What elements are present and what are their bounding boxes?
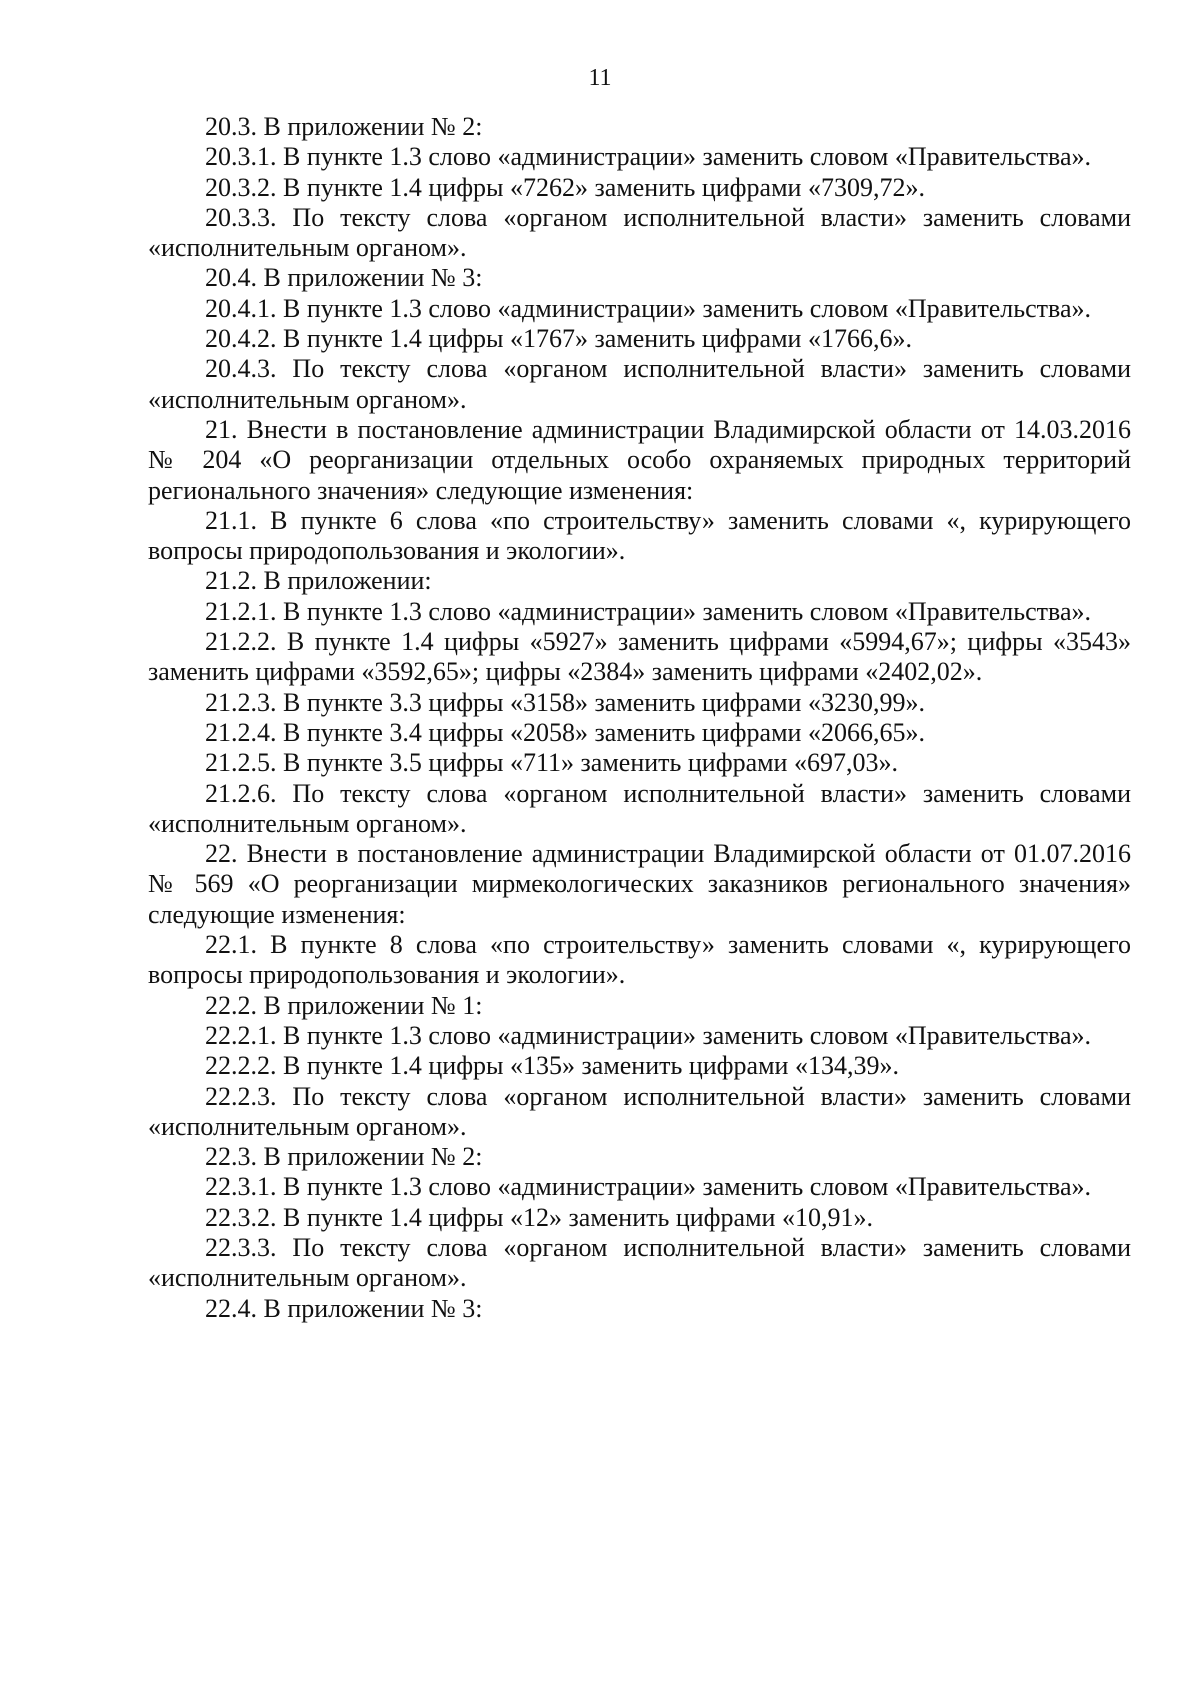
paragraph bbox=[148, 1172, 1131, 1202]
paragraph-lead-text: 21.1. В пункте 6 слова «по строительству» заменить словами bbox=[205, 505, 934, 535]
paragraph bbox=[148, 991, 1131, 1021]
paragraph bbox=[148, 203, 1131, 264]
paragraph bbox=[148, 506, 1131, 567]
paragraph-lead-text: 20.4.3. По тексту слова «органом исполнительной власти» заменить словами bbox=[205, 354, 1131, 384]
paragraph bbox=[148, 1294, 1131, 1324]
paragraph-lead-text: 21.2.1. В пункте 1.3 слово «администрации» заменить словом bbox=[205, 596, 889, 626]
document-body bbox=[148, 112, 1131, 1324]
paragraph bbox=[148, 688, 1131, 718]
paragraph-continuation-text: «Правительства». bbox=[894, 1172, 1091, 1202]
paragraph bbox=[148, 627, 1131, 688]
paragraph-lead-text: 21.2.6. По тексту слова «органом исполнительной власти» заменить словами bbox=[205, 778, 1131, 808]
paragraph-middle-text: 01.07.2016 № 569 «О реорганизации мирмекологических заказников bbox=[148, 839, 1131, 899]
paragraph-continuation-text: «исполнительным органом». bbox=[148, 384, 467, 414]
paragraph-lead-text: 21. Внести в постановление администрации Владимирской области от bbox=[205, 414, 1005, 444]
paragraph bbox=[148, 930, 1131, 991]
paragraph-continuation-text: «исполнительным органом». bbox=[148, 1263, 467, 1293]
paragraph-lead-text: 20.3. В приложении № 2: bbox=[205, 112, 483, 141]
paragraph bbox=[148, 597, 1131, 627]
paragraph bbox=[148, 1233, 1131, 1294]
paragraph bbox=[148, 748, 1131, 778]
paragraph bbox=[148, 112, 1131, 142]
paragraph-lead-text: 22.2.3. По тексту слова «органом исполнительной власти» заменить словами bbox=[205, 1081, 1131, 1111]
paragraph-continuation-text: регионального значения» следующие изменения: bbox=[148, 869, 1132, 929]
paragraph bbox=[148, 1021, 1131, 1051]
paragraph bbox=[148, 1203, 1131, 1233]
paragraph bbox=[148, 294, 1131, 324]
paragraph bbox=[148, 263, 1131, 293]
paragraph-lead-text: 21.2.5. В пункте 3.5 цифры «711» заменить цифрами «697,03». bbox=[205, 748, 898, 778]
paragraph bbox=[148, 324, 1131, 354]
paragraph-lead-text: 22.2.1. В пункте 1.3 слово «администрации» заменить словом bbox=[205, 1020, 889, 1050]
paragraph bbox=[148, 1051, 1131, 1081]
paragraph-continuation-text: «Правительства». bbox=[894, 1020, 1091, 1050]
paragraph bbox=[148, 1142, 1131, 1172]
page-number: 11 bbox=[588, 65, 612, 91]
paragraph-lead-text: 22.1. В пункте 8 слова «по строительству» заменить словами bbox=[205, 930, 934, 960]
paragraph-continuation-text: «, курирующего вопросы природопользования и экологии». bbox=[148, 505, 1132, 566]
paragraph-lead-text: 21.2.2. В пункте 1.4 цифры «5927» заменить цифрами «5994,67»; цифры bbox=[205, 627, 1043, 657]
paragraph bbox=[148, 718, 1131, 748]
paragraph-lead-text: 21.2. В приложении: bbox=[205, 566, 432, 596]
paragraph-continuation-text: «Правительства». bbox=[894, 293, 1091, 323]
paragraph-continuation-text: «исполнительным органом». bbox=[148, 1111, 467, 1141]
paragraph-continuation-text: «Правительства». bbox=[894, 596, 1091, 626]
paragraph-lead-text: 22.3.2. В пункте 1.4 цифры «12» заменить цифрами «10,91». bbox=[205, 1202, 873, 1232]
paragraph-lead-text: 20.3.1. В пункте 1.3 слово «администрации» заменить словом bbox=[205, 142, 889, 172]
paragraph-lead-text: 20.4. В приложении № 3: bbox=[205, 263, 483, 293]
paragraph-lead-text: 20.3.3. По тексту слова «органом исполнительной власти» заменить словами bbox=[205, 202, 1131, 232]
paragraph bbox=[148, 142, 1131, 172]
paragraph-lead-text: 22.4. В приложении № 3: bbox=[205, 1293, 483, 1323]
paragraph-continuation-text: «, курирующего вопросы природопользования и экологии». bbox=[148, 930, 1132, 990]
paragraph bbox=[148, 1082, 1131, 1143]
paragraph-lead-text: 21.2.3. В пункте 3.3 цифры «3158» заменить цифрами «3230,99». bbox=[205, 687, 925, 717]
paragraph-continuation-text: «исполнительным органом». bbox=[148, 808, 467, 838]
paragraph bbox=[148, 839, 1131, 930]
paragraph bbox=[148, 173, 1131, 203]
paragraph-middle-text: 14.03.2016 № 204 «О реорганизации отдельных особо охраняемых природных bbox=[148, 414, 1131, 475]
paragraph-lead-text: 20.4.2. В пункте 1.4 цифры «1767» заменить цифрами «1766,6». bbox=[205, 324, 912, 354]
paragraph-continuation-text: «Правительства». bbox=[894, 142, 1091, 172]
paragraph bbox=[148, 779, 1131, 840]
paragraph-lead-text: 22.3. В приложении № 2: bbox=[205, 1142, 483, 1172]
paragraph-continuation-text: «3543» заменить цифрами «3592,65»; цифры «2384» заменить цифрами «2402,02». bbox=[148, 627, 1131, 687]
paragraph-lead-text: 22.2.2. В пункте 1.4 цифры «135» заменить цифрами «134,39». bbox=[205, 1051, 899, 1081]
paragraph-lead-text: 22. Внести в постановление администрации Владимирской области от bbox=[205, 839, 1005, 869]
paragraph-lead-text: 20.3.2. В пункте 1.4 цифры «7262» заменить цифрами «7309,72». bbox=[205, 172, 925, 202]
paragraph-lead-text: 22.3.3. По тексту слова «органом исполнительной власти» заменить словами bbox=[205, 1232, 1131, 1262]
paragraph-continuation-text: территорий регионального значения» следующие изменения: bbox=[148, 445, 1132, 505]
paragraph bbox=[148, 566, 1131, 596]
paragraph-continuation-text: «исполнительным органом». bbox=[148, 233, 467, 263]
paragraph bbox=[148, 415, 1131, 506]
paragraph-lead-text: 22.3.1. В пункте 1.3 слово «администрации» заменить словом bbox=[205, 1172, 889, 1202]
paragraph-lead-text: 22.2. В приложении № 1: bbox=[205, 990, 483, 1020]
paragraph-lead-text: 21.2.4. В пункте 3.4 цифры «2058» заменить цифрами «2066,65». bbox=[205, 717, 925, 747]
paragraph-lead-text: 20.4.1. В пункте 1.3 слово «администрации» заменить словом bbox=[205, 293, 889, 323]
paragraph bbox=[148, 354, 1131, 415]
